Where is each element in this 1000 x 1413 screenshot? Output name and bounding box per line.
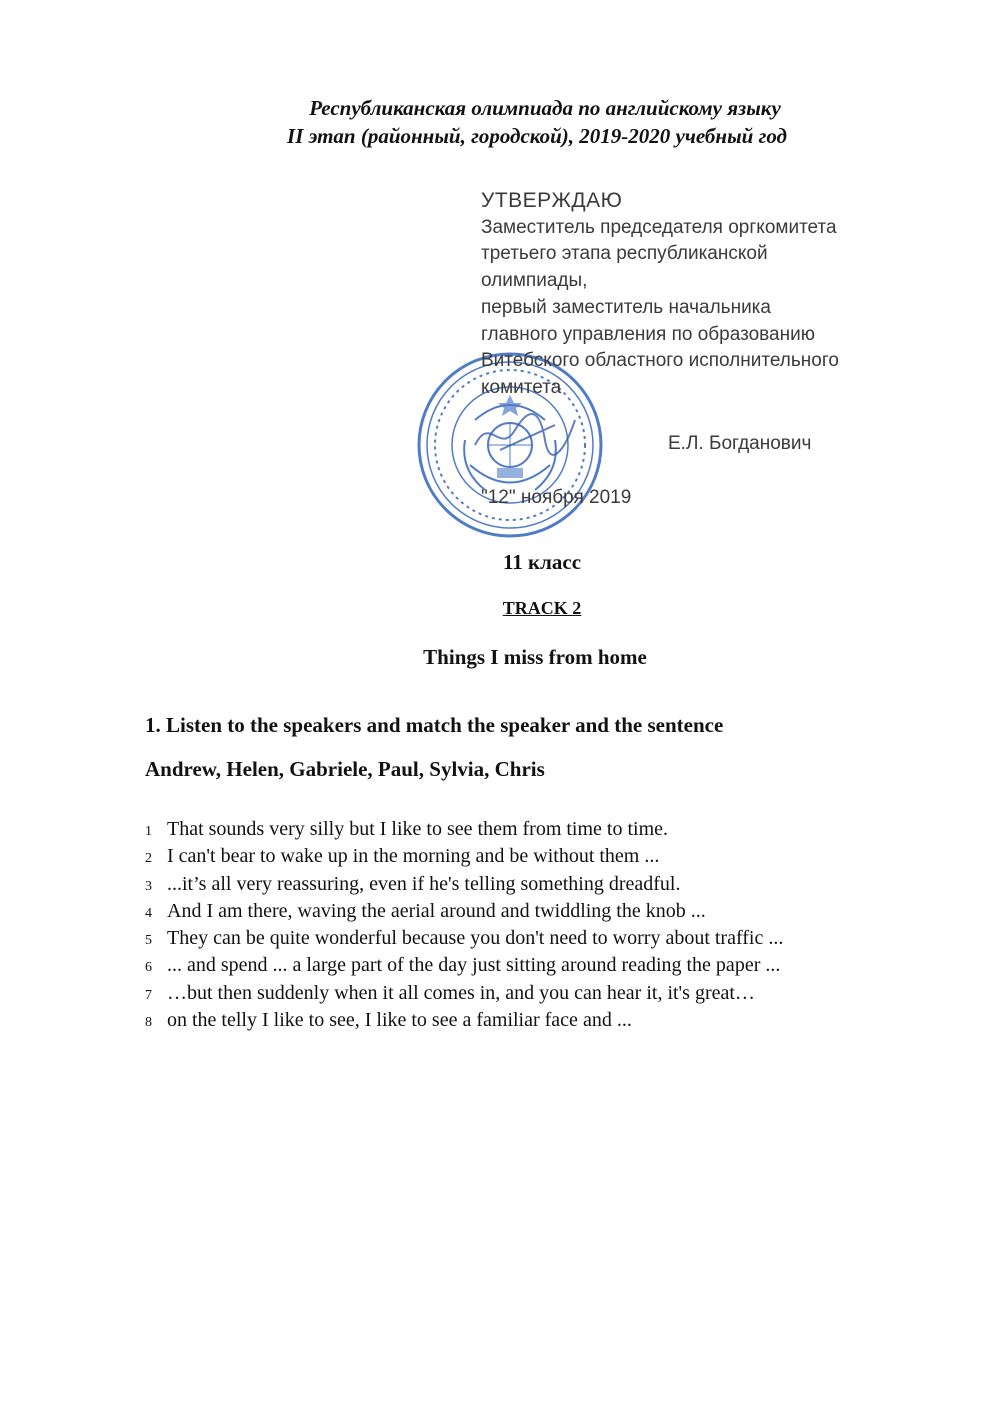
item-number: 5: [145, 933, 152, 949]
track-label: TRACK 2: [502, 598, 582, 618]
item-number: 2: [145, 851, 152, 867]
item-text: …but then suddenly when it all comes in, and you can hear it, it's great…: [167, 981, 755, 1004]
approval-block: [481, 188, 839, 402]
signatory-name: Е.Л. Богданович: [668, 433, 812, 454]
approval-title: УТВЕРЖДАЮ: [481, 189, 623, 212]
grade-label: 11 класс: [502, 550, 582, 574]
list-item: [145, 818, 783, 845]
list-item: [145, 1009, 783, 1036]
task-instruction: 1. Listen to the speakers and match the speaker and the sentence: [145, 713, 724, 737]
approval-line: первый заместитель начальника: [481, 296, 771, 318]
list-item: [145, 982, 783, 1009]
list-item: [145, 927, 783, 954]
item-number: 6: [145, 960, 152, 976]
item-text: They can be quite wonderful because you don't need to worry about traffic ...: [167, 927, 784, 950]
item-number: 3: [145, 878, 152, 894]
item-text: ... and spend ... a large part of the day just sitting around reading the paper ...: [167, 954, 781, 977]
speaker-names: Andrew, Helen, Gabriele, Paul, Sylvia, Chris: [145, 757, 545, 781]
header-title-line-1: Республиканская олимпиада по английскому языку: [309, 96, 781, 120]
list-item: [145, 954, 783, 981]
item-number: 1: [145, 824, 152, 839]
item-number: 7: [145, 987, 152, 1003]
item-text: ...it’s all very reassuring, even if he's telling something dreadful.: [167, 872, 681, 895]
list-item: [145, 900, 783, 927]
document-title: Things I miss from home: [423, 645, 647, 669]
approval-line: Заместитель председателя оргкомитета: [481, 216, 837, 238]
item-text: That sounds very silly but I like to see them from time to time.: [167, 818, 669, 840]
item-number: 4: [145, 905, 152, 921]
item-number: 8: [145, 1015, 152, 1031]
header-title-line-2: II этап (районный, городской), 2019-2020 учебный год: [287, 124, 787, 148]
approval-line: Витебского областного исполнительного: [481, 350, 839, 372]
item-text: I can't bear to wake up in the morning and be without them ...: [167, 845, 660, 868]
approval-line: третьего этапа республиканской: [481, 243, 768, 265]
sentence-list: [145, 818, 783, 1036]
list-item: [145, 845, 783, 872]
handwritten-signature-icon: [470, 405, 580, 465]
approval-date: "12" ноября 2019: [481, 487, 632, 508]
item-text: And I am there, waving the aerial around and twiddling the knob ...: [167, 899, 706, 922]
list-item: [145, 873, 783, 900]
approval-line: олимпиады,: [481, 270, 588, 292]
approval-line: главного управления по образованию: [481, 323, 815, 345]
approval-line: комитета: [481, 376, 562, 398]
item-text: on the telly I like to see, I like to see a familiar face and ...: [167, 1009, 632, 1032]
